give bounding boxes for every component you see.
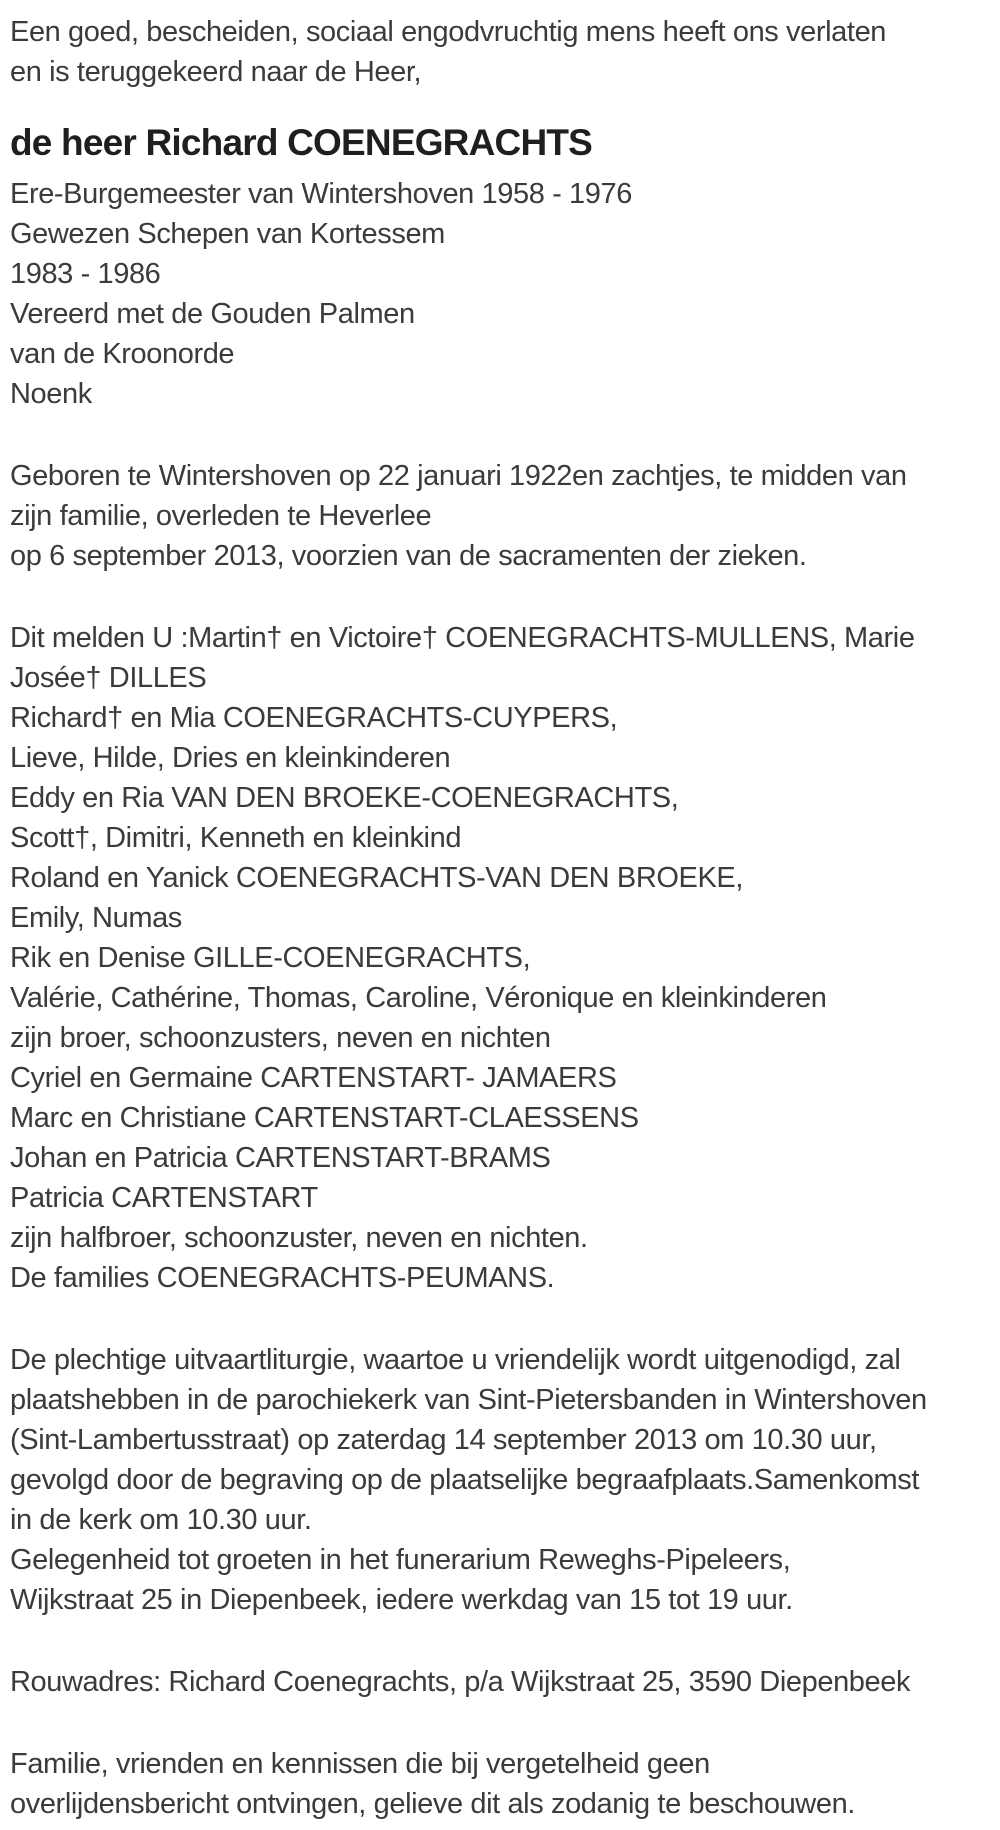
life-dates-paragraph xyxy=(10,456,990,576)
closing-paragraph xyxy=(10,1744,990,1824)
family-line: zijn broer, schoonzusters, neven en nichten xyxy=(10,1022,551,1054)
intro-paragraph xyxy=(10,12,990,92)
funeral-line: gevolgd door de begraving op de plaatselijke begraafplaats.Samenkomst xyxy=(10,1464,920,1496)
family-line: Josée† DILLES xyxy=(10,662,207,694)
title-line: Ere-Burgemeester van Wintershoven 1958 - 1976 xyxy=(10,178,632,210)
family-line: Richard† en Mia COENEGRACHTS-CUYPERS, xyxy=(10,702,618,734)
family-line: Valérie, Cathérine, Thomas, Caroline, Véronique en kleinkinderen xyxy=(10,982,827,1014)
family-line: Patricia CARTENSTART xyxy=(10,1182,318,1214)
funeral-details-paragraph xyxy=(10,1340,990,1620)
family-line: Emily, Numas xyxy=(10,902,182,934)
title-line: van de Kroonorde xyxy=(10,338,235,370)
life-dates-line: zijn familie, overleden te Heverlee xyxy=(10,500,432,532)
title-line: Noenk xyxy=(10,378,92,410)
funeral-line: Wijkstraat 25 in Diepenbeek, iedere werkdag van 15 tot 19 uur. xyxy=(10,1584,793,1616)
family-line: Johan en Patricia CARTENSTART-BRAMS xyxy=(10,1142,551,1174)
family-line: Rik en Denise GILLE-COENEGRACHTS, xyxy=(10,942,531,974)
family-line: Dit melden U :Martin† en Victoire† COENEGRACHTS-MULLENS, Marie xyxy=(10,622,915,654)
family-line: Lieve, Hilde, Dries en kleinkinderen xyxy=(10,742,451,774)
funeral-line: in de kerk om 10.30 uur. xyxy=(10,1504,312,1536)
funeral-line: De plechtige uitvaartliturgie, waartoe u vriendelijk wordt uitgenodigd, zal xyxy=(10,1344,901,1376)
mourning-address-paragraph xyxy=(10,1662,990,1702)
title-line: 1983 - 1986 xyxy=(10,258,161,290)
funeral-line: (Sint-Lambertusstraat) op zaterdag 14 september 2013 om 10.30 uur, xyxy=(10,1424,877,1456)
family-line: Cyriel en Germaine CARTENSTART- JAMAERS xyxy=(10,1062,617,1094)
deceased-titles xyxy=(10,174,990,414)
family-line: zijn halfbroer, schoonzuster, neven en nichten. xyxy=(10,1222,588,1254)
life-dates-line: Geboren te Wintershoven op 22 januari 1922en zachtjes, te midden van xyxy=(10,460,907,492)
funeral-line: plaatshebben in de parochiekerk van Sint-Pietersbanden in Wintershoven xyxy=(10,1384,927,1416)
title-line: Vereerd met de Gouden Palmen xyxy=(10,298,415,330)
intro-line: Een goed, bescheiden, sociaal engodvruchtig mens heeft ons verlaten xyxy=(10,16,887,48)
family-line: Scott†, Dimitri, Kenneth en kleinkind xyxy=(10,822,462,854)
family-line: Marc en Christiane CARTENSTART-CLAESSENS xyxy=(10,1102,639,1134)
family-line: De families COENEGRACHTS-PEUMANS. xyxy=(10,1262,555,1294)
closing-line: overlijdensbericht ontvingen, gelieve dit als zodanig te beschouwen. xyxy=(10,1788,855,1820)
mourning-address-line: Rouwadres: Richard Coenegrachts, p/a Wijkstraat 25, 3590 Diepenbeek xyxy=(10,1666,911,1698)
funeral-line: Gelegenheid tot groeten in het funerarium Reweghs-Pipeleers, xyxy=(10,1544,791,1576)
deceased-name-heading: de heer Richard COENEGRACHTS xyxy=(10,122,593,163)
family-line: Eddy en Ria VAN DEN BROEKE-COENEGRACHTS, xyxy=(10,782,679,814)
title-line: Gewezen Schepen van Kortessem xyxy=(10,218,445,250)
intro-line: en is teruggekeerd naar de Heer, xyxy=(10,56,422,88)
life-dates-line: op 6 september 2013, voorzien van de sacramenten der zieken. xyxy=(10,540,807,572)
family-announcement-paragraph xyxy=(10,618,990,1298)
closing-line: Familie, vrienden en kennissen die bij vergetelheid geen xyxy=(10,1748,710,1780)
family-line: Roland en Yanick COENEGRACHTS-VAN DEN BROEKE, xyxy=(10,862,744,894)
